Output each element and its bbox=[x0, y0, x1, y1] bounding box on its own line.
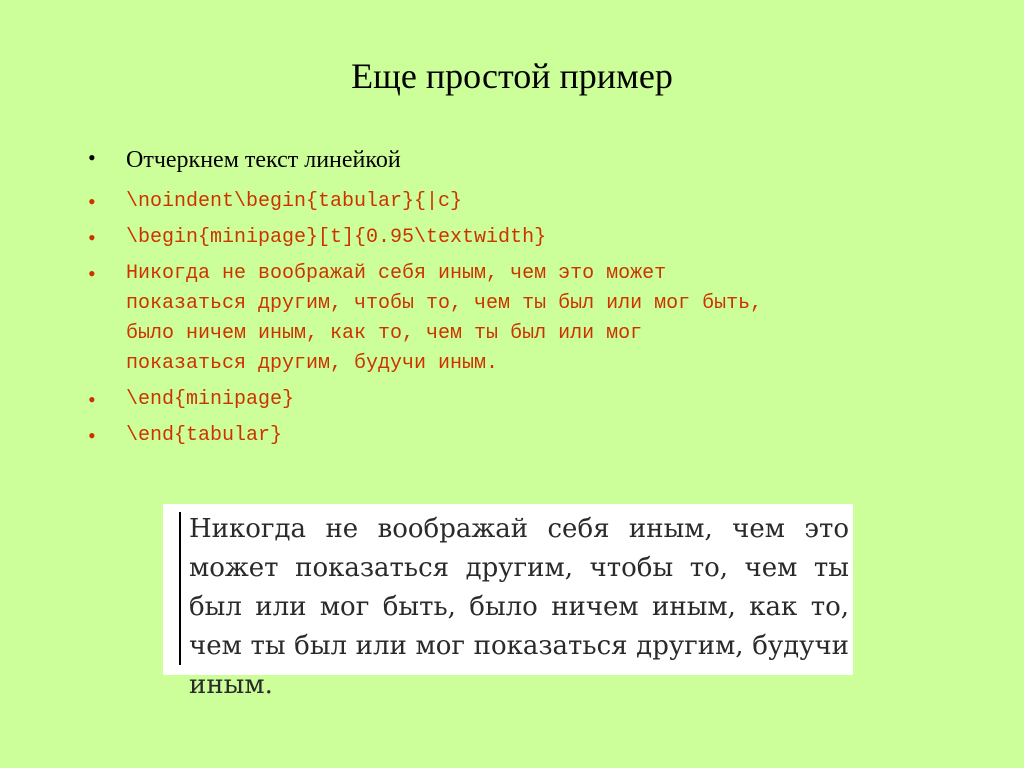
bullet-item bbox=[88, 259, 968, 379]
bullet-marker: • bbox=[88, 387, 96, 412]
code-line: было ничем иным, как то, чем ты был или мог bbox=[126, 322, 643, 345]
bullet-item bbox=[88, 385, 968, 415]
bullet-list bbox=[88, 143, 968, 457]
bullet-item bbox=[88, 187, 968, 217]
slide-title: Еще простой пример bbox=[351, 56, 673, 96]
code-line: показаться другим, будучи иным. bbox=[126, 352, 499, 375]
code-line: показаться другим, чтобы то, чем ты был или мог быть, bbox=[126, 292, 763, 315]
vertical-rule bbox=[179, 512, 181, 665]
bullet-item bbox=[88, 421, 968, 451]
bullet-item bbox=[88, 223, 968, 253]
code-line: \end{minipage} bbox=[126, 388, 295, 411]
rendered-paragraph: Никогда не воображай себя иным, чем это может показаться другим, чтобы то, чем ты был или мог быть, было ничем иным, как то, чем ты был или мог показаться другим, будучи иным. bbox=[189, 514, 849, 700]
code-line: \begin{minipage}[t]{0.95\textwidth} bbox=[126, 226, 547, 249]
rendered-result-box bbox=[163, 504, 853, 700]
code-line: Никогда не воображай себя иным, чем это может bbox=[126, 262, 667, 285]
bullet-marker: • bbox=[88, 225, 96, 250]
bullet-marker: • bbox=[88, 261, 96, 286]
bullet-marker: • bbox=[88, 423, 96, 448]
bullet-text: Отчеркнем текст линейкой bbox=[126, 147, 401, 173]
code-line: \noindent\begin{tabular}{|c} bbox=[126, 190, 463, 213]
bullet-marker: • bbox=[88, 145, 96, 170]
bullet-marker: • bbox=[88, 189, 96, 214]
bullet-item bbox=[88, 143, 968, 177]
code-line: \end{tabular} bbox=[126, 424, 283, 447]
